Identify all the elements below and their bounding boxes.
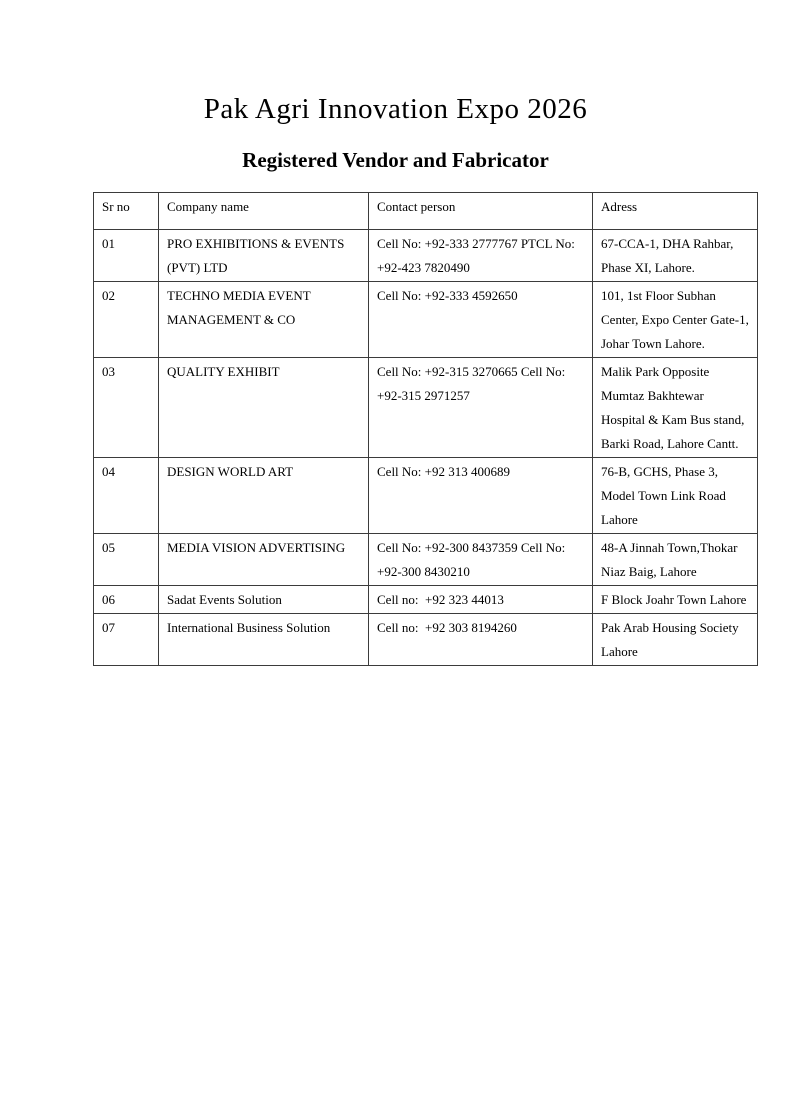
cell-address: 101, 1st Floor Subhan Center, Expo Center Gate-1, Johar Town Lahore. (593, 282, 758, 358)
table-header-row (94, 193, 758, 230)
cell-sr: 03 (94, 358, 159, 458)
cell-company: DESIGN WORLD ART (159, 458, 369, 534)
table-row (94, 614, 758, 666)
table-row (94, 586, 758, 614)
cell-address: 76-B, GCHS, Phase 3, Model Town Link Road Lahore (593, 458, 758, 534)
document-page (0, 93, 791, 1117)
cell-company: Sadat Events Solution (159, 586, 369, 614)
cell-sr: 01 (94, 230, 159, 282)
cell-contact: Cell no: +92 323 44013 (369, 586, 593, 614)
cell-contact: Cell no: +92 303 8194260 (369, 614, 593, 666)
page-subtitle: Registered Vendor and Fabricator (242, 148, 549, 173)
table-row (94, 458, 758, 534)
cell-contact: Cell No: +92-300 8437359 Cell No: +92-300 8430210 (369, 534, 593, 586)
cell-sr: 02 (94, 282, 159, 358)
cell-company: TECHNO MEDIA EVENT MANAGEMENT & CO (159, 282, 369, 358)
cell-address: F Block Joahr Town Lahore (593, 586, 758, 614)
header-company-name: Company name (159, 193, 369, 230)
cell-company: PRO EXHIBITIONS & EVENTS (PVT) LTD (159, 230, 369, 282)
table-row (94, 282, 758, 358)
cell-address: 48-A Jinnah Town,Thokar Niaz Baig, Lahore (593, 534, 758, 586)
cell-sr: 06 (94, 586, 159, 614)
table-row (94, 230, 758, 282)
cell-contact: Cell No: +92-333 4592650 (369, 282, 593, 358)
table-row (94, 358, 758, 458)
cell-company: MEDIA VISION ADVERTISING (159, 534, 369, 586)
page-title: Pak Agri Innovation Expo 2026 (203, 93, 588, 125)
cell-sr: 05 (94, 534, 159, 586)
table-body (94, 230, 758, 666)
cell-sr: 04 (94, 458, 159, 534)
cell-address: Malik Park Opposite Mumtaz Bakhtewar Hospital & Kam Bus stand, Barki Road, Lahore Cantt. (593, 358, 758, 458)
cell-contact: Cell No: +92-333 2777767 PTCL No: +92-423 7820490 (369, 230, 593, 282)
cell-contact: Cell No: +92-315 3270665 Cell No: +92-315 2971257 (369, 358, 593, 458)
cell-address: 67-CCA-1, DHA Rahbar, Phase XI, Lahore. (593, 230, 758, 282)
cell-address: Pak Arab Housing Society Lahore (593, 614, 758, 666)
vendor-table (93, 192, 758, 666)
header-contact-person: Contact person (369, 193, 593, 230)
cell-contact: Cell No: +92 313 400689 (369, 458, 593, 534)
table-row (94, 534, 758, 586)
cell-company: QUALITY EXHIBIT (159, 358, 369, 458)
header-sr-no: Sr no (94, 193, 159, 230)
cell-sr: 07 (94, 614, 159, 666)
header-address: Adress (593, 193, 758, 230)
cell-company: International Business Solution (159, 614, 369, 666)
